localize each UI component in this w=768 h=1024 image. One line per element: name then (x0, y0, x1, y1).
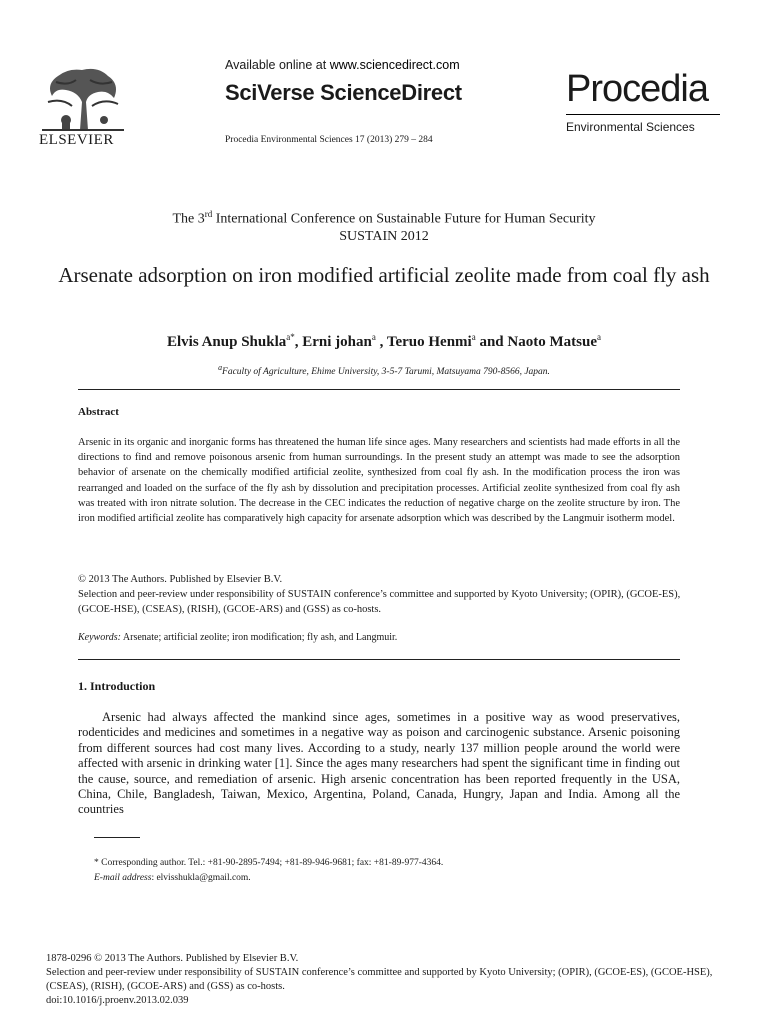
copyright-notice: © 2013 The Authors. Published by Elsevier B.V. (78, 574, 283, 585)
author-affil-mark: a (371, 332, 376, 342)
email-line (94, 871, 443, 886)
keywords-list: Arsenate; artificial zeolite; iron modification; fly ash, and Langmuir. (120, 632, 398, 643)
abstract-top-rule (78, 389, 680, 390)
affiliation-mark: a (218, 363, 223, 372)
author-name: Teruo Henmi (386, 334, 472, 350)
author-affil-mark: a* (286, 332, 295, 342)
corresponding-author: * Corresponding author. Tel.: +81-90-2895-7494; +81-89-946-9681; fax: +81-89-977-4364. (94, 858, 444, 868)
author-separator: , (375, 334, 387, 350)
section-heading-introduction: 1. Introduction (78, 679, 156, 693)
sciencedirect-link[interactable]: www.sciencedirect.com (329, 58, 460, 72)
footnote (94, 856, 443, 886)
publisher-name: ELSEVIER (39, 132, 114, 148)
page-footer (46, 952, 736, 1008)
footnote-rule (94, 837, 140, 838)
issn-copyright: 1878-0296 © 2013 The Authors. Published by Elsevier B.V. (46, 953, 299, 964)
author-list (40, 332, 728, 351)
abstract-text: Arsenic in its organic and inorganic forms has threatened the human life since ages. Many researchers and scientists had made efforts in all the directions to find and remove poisonous arsenic from human surroundings. In the present study an attempt was made to see the adsorption behavior of arsenate on the chemically modified artificial zeolite, synthesized from coal fly ash. In the modification process the iron was rearranged and loaded on the surface of the fly ash by dissolution and precipitation processes. Artificial zeolite synthesized from coal fly ash was treated with iron nitrate solution. The decrease in the CEC indicates the reduction of negative charge on the zeolite structure by iron. The iron modified artificial zeolite has comparatively high capacity for arsenate adsorption which was described by the Langmuir isotherm model. (78, 437, 680, 525)
available-online (225, 58, 460, 72)
author-affil-mark: a (596, 332, 601, 342)
abstract-copyright-block (78, 572, 690, 618)
conference-line1 (40, 206, 728, 228)
available-prefix: Available online at (225, 58, 330, 72)
journal-reference: Procedia Environmental Sciences 17 (2013) 279 – 284 (225, 135, 433, 145)
email-address[interactable]: : elvisshukla@gmail.com. (151, 873, 251, 883)
conference-heading (40, 206, 728, 245)
abstract-bottom-rule (78, 659, 680, 660)
paper-title: Arsenate adsorption on iron modified artificial zeolite made from coal fly ash (58, 263, 710, 287)
conference-line2: SUSTAIN 2012 (339, 228, 429, 244)
conference-ordinal-suffix: rd (204, 209, 213, 219)
conference-name: International Conference on Sustainable Future for Human Security (212, 211, 596, 227)
doi[interactable]: doi:10.1016/j.proenv.2013.02.039 (46, 995, 189, 1006)
peer-review-notice: Selection and peer-review under responsibility of SUSTAIN conference’s committee and supported by Kyoto University; (OPIR), (GCOE-ES), (GCOE-HSE), (CSEAS), (RISH), (GCOE-ARS) and (GSS) as co-hosts. (78, 589, 681, 616)
author-name: Naoto Matsue (507, 334, 597, 350)
journal-logo-divider (566, 114, 720, 115)
journal-logo-subtitle: Environmental Sciences (566, 120, 695, 134)
author-affil-mark: a (471, 332, 476, 342)
journal-logo-title: Procedia (566, 68, 708, 110)
platform-logo: SciVerse ScienceDirect (225, 80, 462, 105)
affiliation-text: Faculty of Agriculture, Ehime University, 3-5-7 Tarumi, Matsuyama 790-8566, Japan. (222, 367, 550, 378)
author-separator: , (294, 334, 303, 350)
keywords (78, 632, 680, 643)
introduction-paragraph: Arsenic had always affected the mankind since ages, sometimes in a positive way as wood preservatives, rodenticides and medicines and sometimes in a negative way as poison and carcinogenic substance. Arsenic poisoning from different sources had cost many lives. According to a study, nearly 137 million people around the world were affected with arsenic in drinking water [1]. Since the ages many researchers had spent the significant time in finding out the cause, source, and remediation of arsenic. High arsenic concentration has been reported frequently in the USA, China, Chile, Bangladesh, Taiwan, Mexico, Argentina, Poland, Canada, Hungry, Japan and India. Among all the countries (78, 710, 680, 817)
author-separator: and (475, 334, 508, 350)
author-name: Elvis Anup Shukla (167, 334, 287, 350)
affiliation (40, 363, 728, 377)
footer-peer-review: Selection and peer-review under responsibility of SUSTAIN conference’s committee and supported by Kyoto University; (OPIR), (GCOE-ES), (GCOE-HSE), (CSEAS), (RISH), (GCOE-ARS) and (GSS) as co-hosts. (46, 967, 713, 992)
keywords-label: Keywords: (78, 632, 121, 643)
abstract-heading: Abstract (78, 406, 119, 418)
author-name: Erni johan (302, 334, 372, 350)
email-label: E-mail address (94, 873, 152, 883)
conference-ordinal: The 3 (172, 211, 205, 227)
